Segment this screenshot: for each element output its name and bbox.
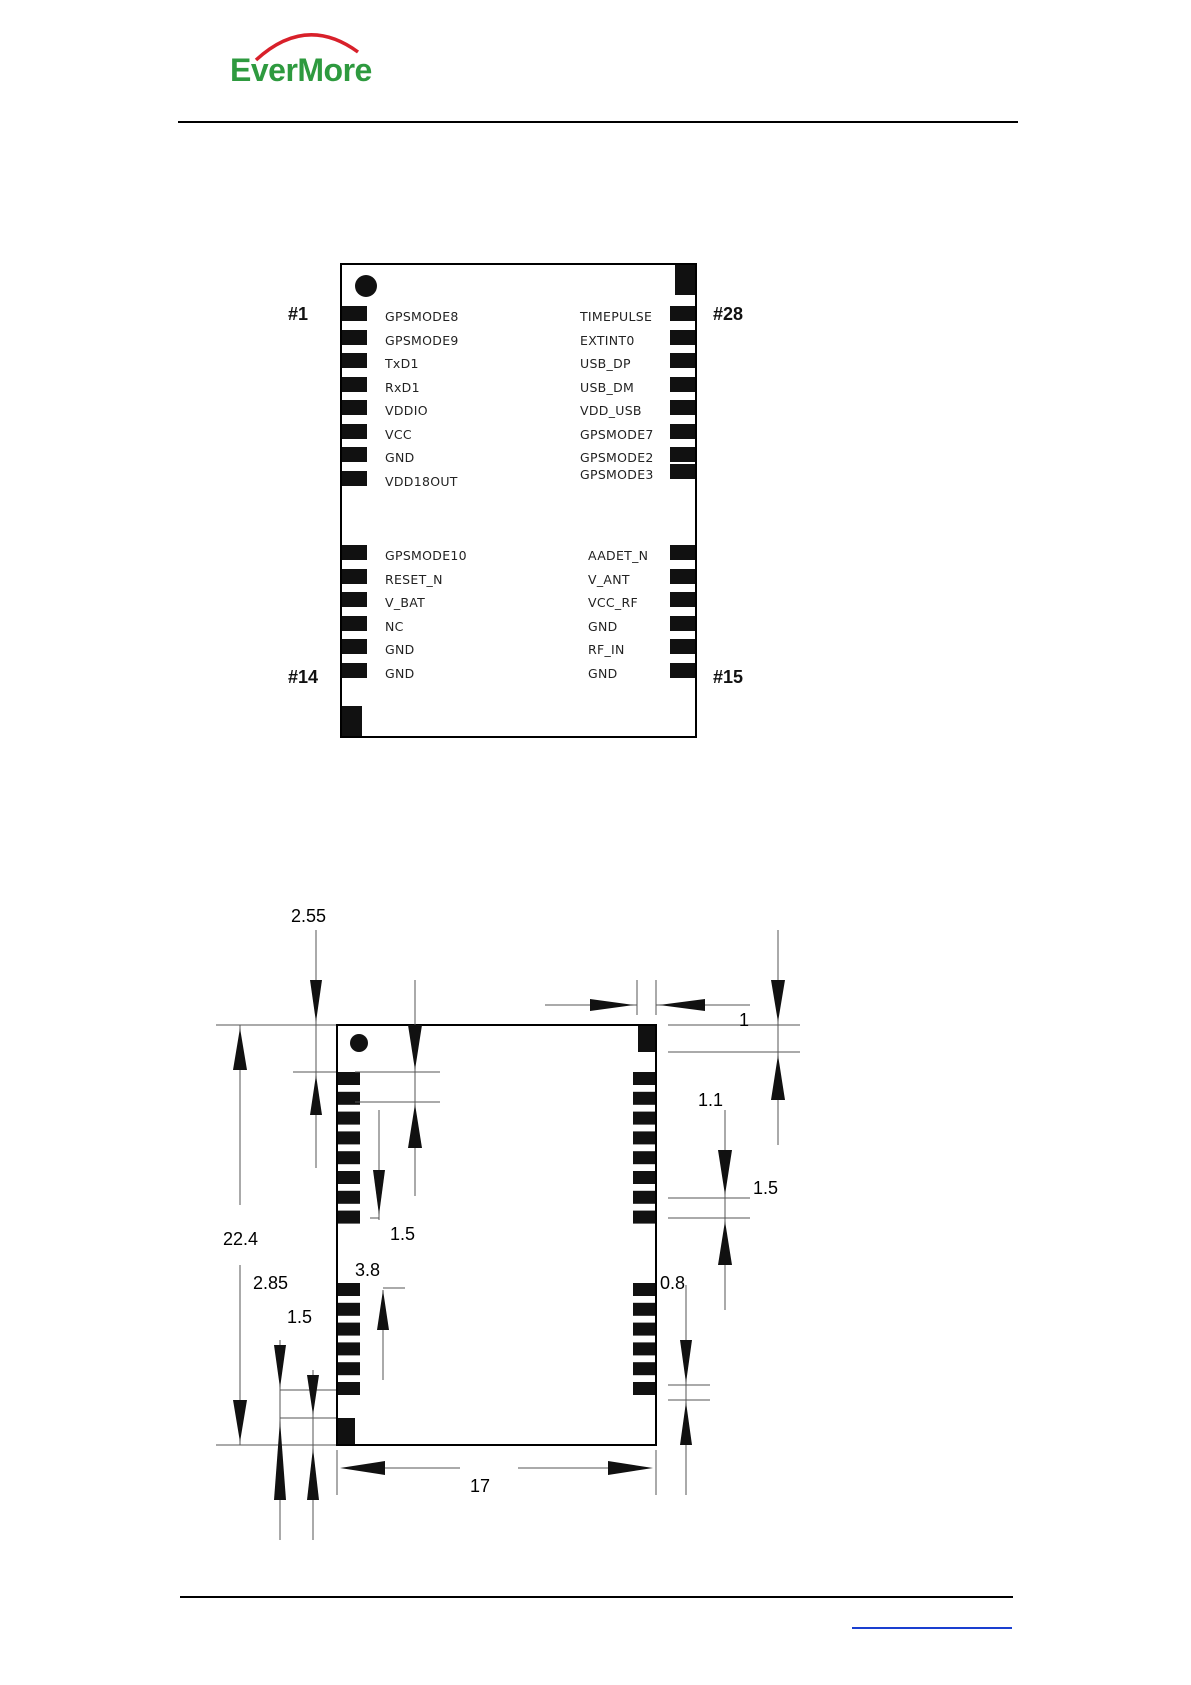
pin-label: V_ANT — [588, 571, 630, 587]
dim-pad-left-top — [338, 1151, 360, 1164]
pin-label: RESET_N — [385, 571, 443, 587]
pin-label: GPSMODE2 — [580, 450, 654, 465]
dim-pad-right-bottom — [633, 1283, 655, 1296]
pin-label: USB_DP — [580, 356, 631, 371]
dim-pad-left-top — [338, 1211, 360, 1224]
dim-label-0-8: 0.8 — [660, 1273, 686, 1293]
dim-pad-left-top — [338, 1131, 360, 1144]
pin-label: GPSMODE3 — [580, 467, 654, 482]
pin-label: VDD_USB — [580, 403, 642, 418]
pin-label: RF_IN — [588, 642, 625, 657]
corner-pad-tr — [638, 1026, 655, 1052]
dim-pad-right-bottom — [633, 1362, 655, 1375]
dim-pad-left-top — [338, 1112, 360, 1125]
dim-label-2-55: 2.55 — [291, 906, 327, 926]
pin1-dot — [350, 1034, 368, 1052]
dim-label-2-85: 2.85 — [253, 1273, 289, 1293]
dim-pad-right-top — [633, 1092, 655, 1105]
pin-label: USB_DM — [580, 379, 635, 395]
pin-marker-15: #15 — [713, 667, 744, 687]
pin-label: RxD1 — [385, 379, 420, 395]
dim-label-1-5-center: 1.5 — [390, 1224, 416, 1244]
pin-label: GPSMODE10 — [385, 548, 467, 563]
dim-label-1-5-right: 1.5 — [753, 1178, 779, 1198]
pin-marker-14: #14 — [288, 667, 319, 687]
pin-marker-1: #1 — [288, 304, 309, 324]
dim-label-22-4: 22.4 — [223, 1229, 259, 1249]
pin-label: AADET_N — [588, 548, 649, 563]
dim-pad-left-bottom — [338, 1382, 360, 1395]
dim-pad-left-top — [338, 1072, 360, 1085]
dim-label-1: 1 — [739, 1010, 750, 1030]
dim-pad-right-top — [633, 1171, 655, 1184]
pin-label: GPSMODE9 — [385, 332, 459, 348]
pin-label: GND — [385, 450, 415, 465]
dim-label-1-5-left: 1.5 — [287, 1307, 313, 1327]
dim-pad-right-top — [633, 1151, 655, 1164]
pin-label: GND — [588, 618, 618, 634]
footer-link-underline[interactable] — [852, 1627, 1012, 1629]
module-outline — [337, 1025, 656, 1445]
pin-label: TxD1 — [385, 356, 419, 371]
pin-label: GPSMODE8 — [385, 309, 459, 324]
pin-label: TIMEPULSE — [580, 309, 653, 324]
corner-pad-bl — [338, 1418, 355, 1444]
dim-pad-right-bottom — [633, 1382, 655, 1395]
dim-pad-left-bottom — [338, 1323, 360, 1336]
dim-label-1-1: 1.1 — [698, 1090, 724, 1110]
pin-label: GND — [385, 665, 415, 681]
dim-pad-left-top — [338, 1191, 360, 1204]
dim-pad-right-bottom — [633, 1342, 655, 1355]
dim-pad-right-top — [633, 1072, 655, 1085]
pin-label: GND — [588, 665, 618, 681]
dim-pad-right-bottom — [633, 1323, 655, 1336]
dim-pad-left-bottom — [338, 1283, 360, 1296]
dim-pad-left-top — [338, 1092, 360, 1105]
pin-label: VDD18OUT — [385, 473, 458, 489]
logo-text: EverMore — [230, 52, 372, 88]
pin-label: GPSMODE7 — [580, 426, 654, 442]
footer-rule — [180, 1596, 1013, 1598]
pin-label: VCC_RF — [588, 595, 638, 610]
dim-pad-right-bottom — [633, 1303, 655, 1316]
pin-label: EXTINT0 — [580, 332, 635, 348]
pin-label: V_BAT — [385, 595, 426, 610]
dim-pad-right-top — [633, 1131, 655, 1144]
dim-label-17: 17 — [470, 1476, 491, 1496]
dim-pad-right-top — [633, 1112, 655, 1125]
dim-pad-right-top — [633, 1191, 655, 1204]
pin-marker-28: #28 — [713, 304, 744, 324]
dim-pad-left-bottom — [338, 1342, 360, 1355]
dim-pad-left-bottom — [338, 1362, 360, 1375]
dim-pad-left-top — [338, 1171, 360, 1184]
dimension-pads — [338, 1072, 655, 1395]
pin-label: VDDIO — [385, 403, 428, 418]
dim-pad-left-bottom — [338, 1303, 360, 1316]
pin-label: GND — [385, 642, 415, 657]
pin-label: VCC — [385, 426, 412, 442]
pin-label: NC — [385, 618, 404, 634]
dim-label-3-8: 3.8 — [355, 1260, 381, 1280]
dim-pad-right-top — [633, 1211, 655, 1224]
